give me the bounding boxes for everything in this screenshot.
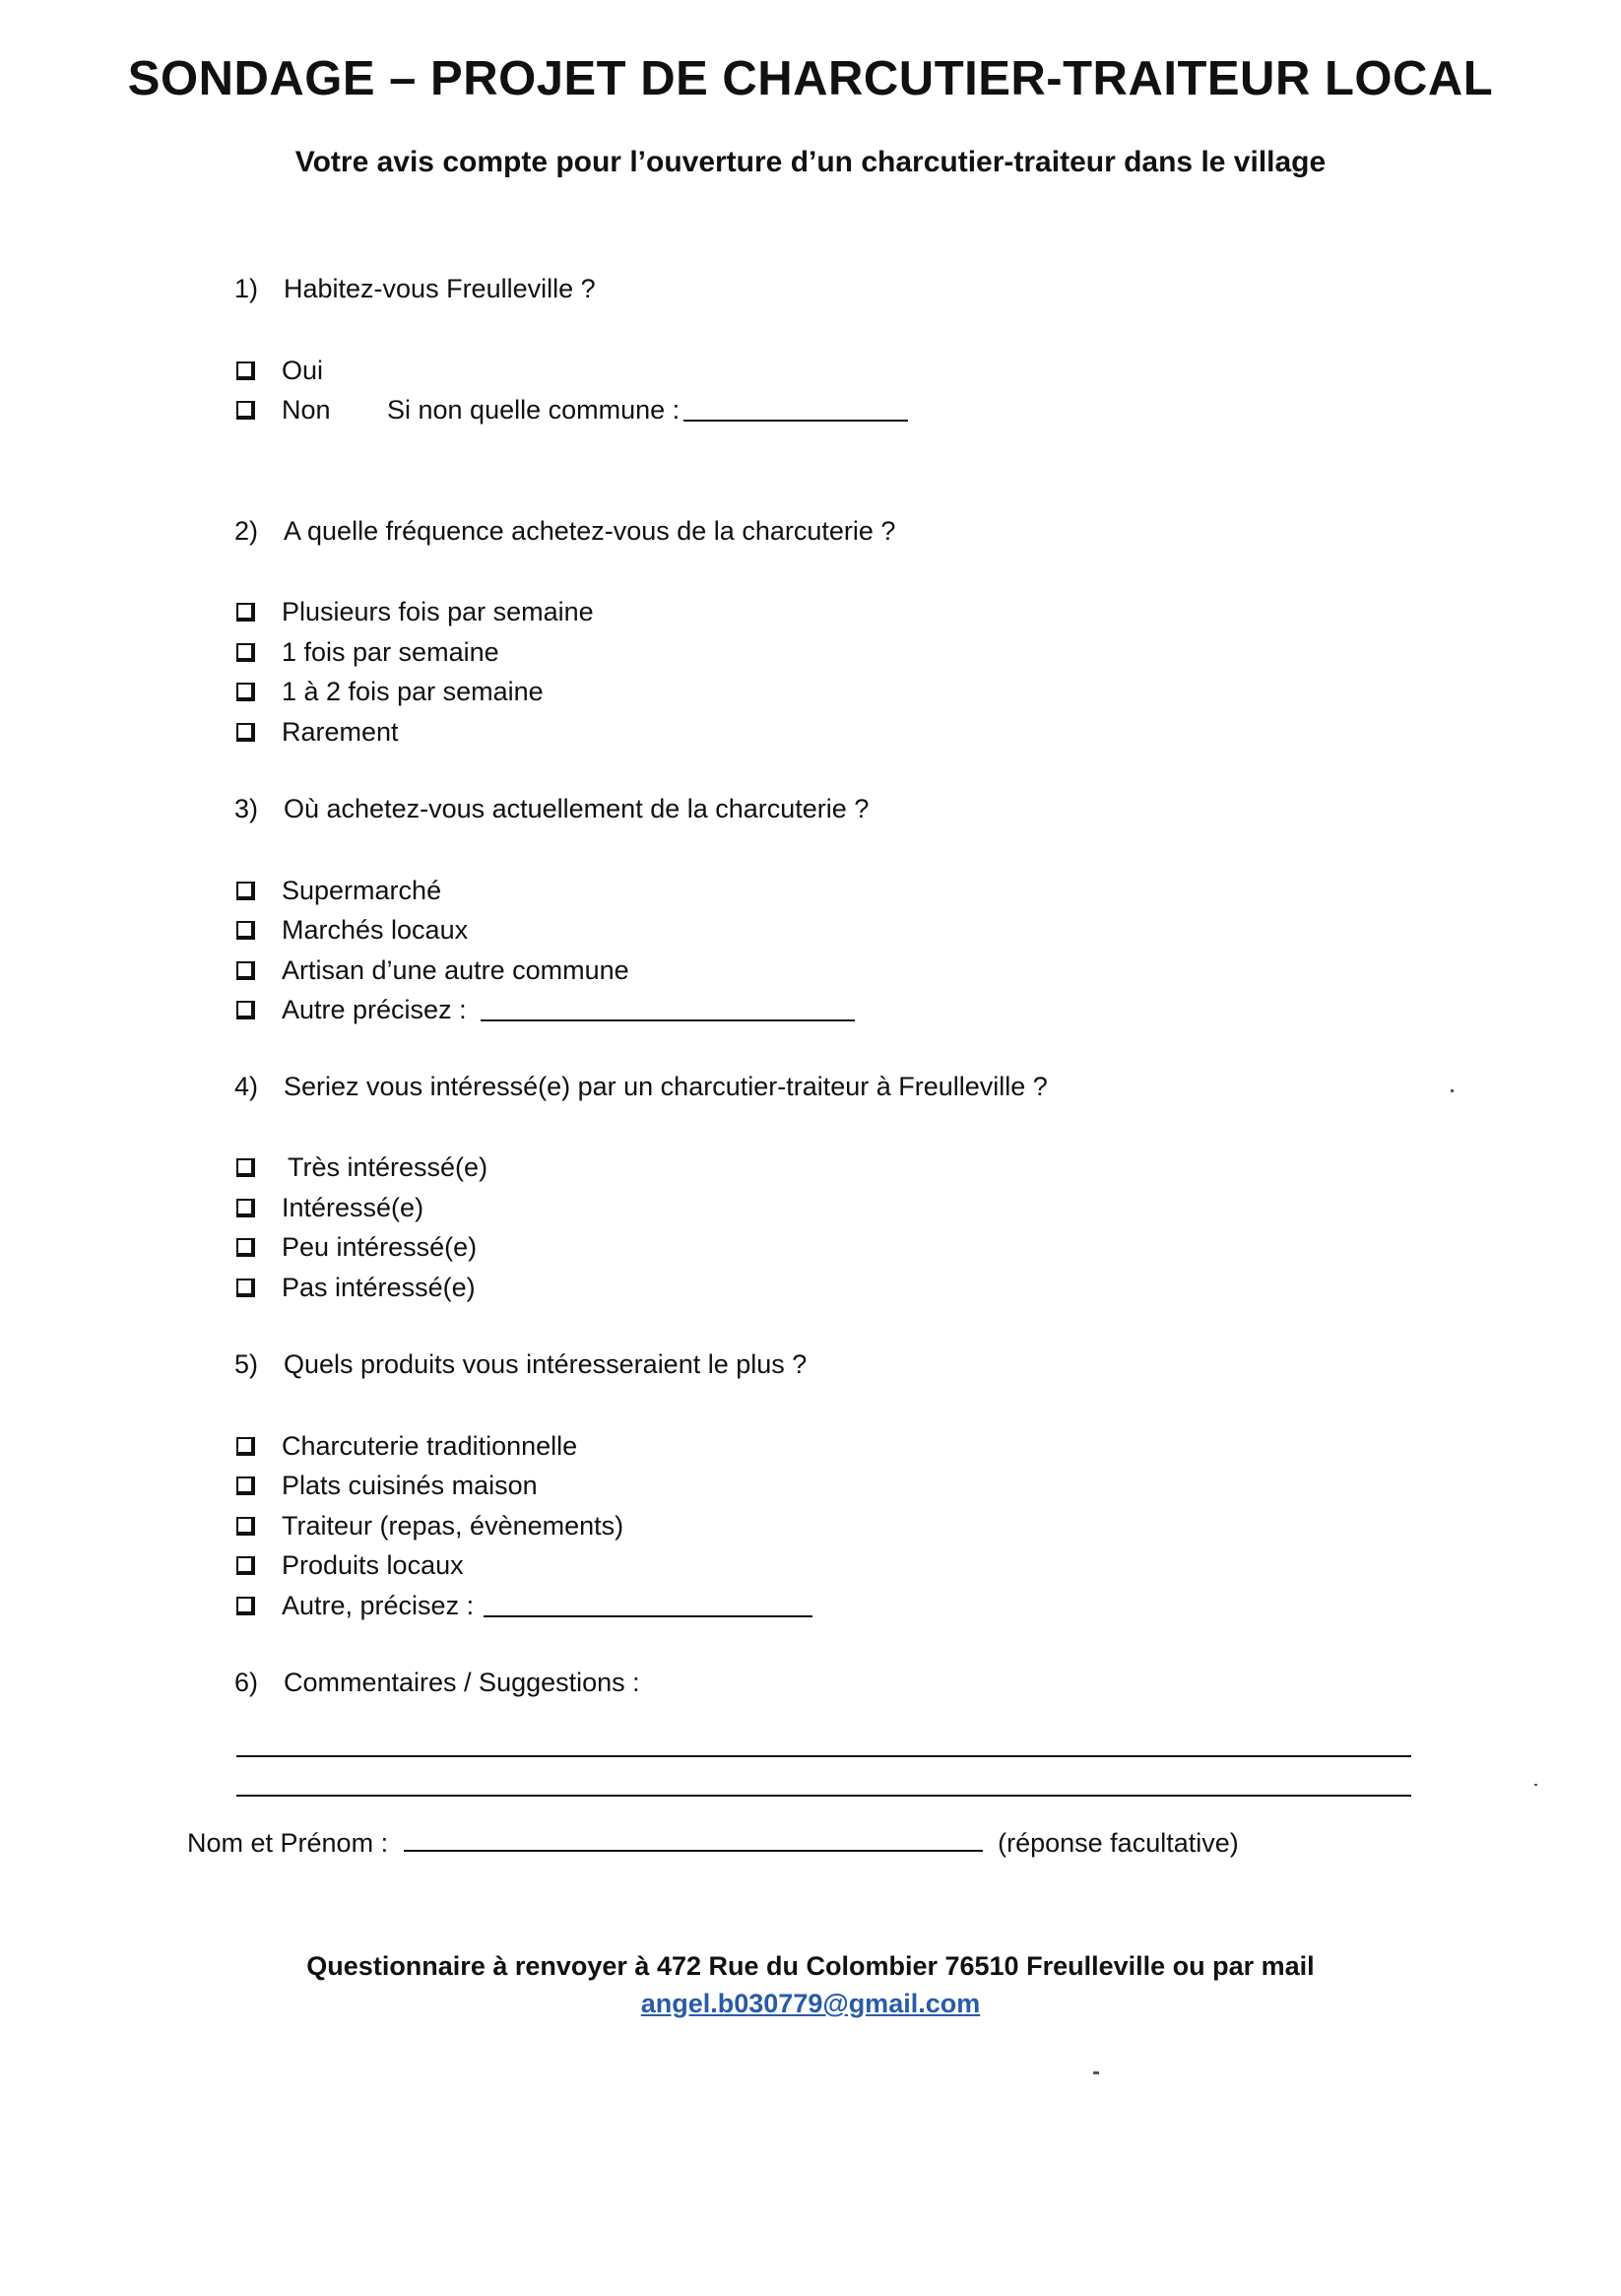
- option-autre[interactable]: [236, 993, 855, 1026]
- option-label: Traiteur (repas, évènements): [282, 1510, 624, 1541]
- question-text: Commentaires / Suggestions :: [284, 1668, 640, 1697]
- checkbox[interactable]: [236, 643, 255, 662]
- name-blank-field[interactable]: [404, 1828, 983, 1852]
- option-marches-locaux[interactable]: [236, 913, 468, 947]
- commune-blank-field[interactable]: [683, 398, 908, 422]
- checkbox[interactable]: [236, 683, 255, 701]
- checkbox[interactable]: [236, 961, 255, 980]
- name-optional-note: (réponse facultative): [998, 1828, 1239, 1858]
- question-number: 2): [234, 516, 259, 546]
- option-oui[interactable]: [236, 354, 323, 387]
- option-label: Très intéressé(e): [288, 1151, 488, 1182]
- option-plats-cuisines[interactable]: [236, 1469, 538, 1502]
- option-rarement[interactable]: [236, 715, 399, 749]
- option-1-a-2-fois[interactable]: [236, 675, 544, 708]
- option-label: Rarement: [282, 716, 399, 747]
- question-4: [234, 1072, 1048, 1102]
- option-charcuterie-traditionnelle[interactable]: [236, 1429, 577, 1463]
- autre-blank-field[interactable]: [481, 998, 855, 1021]
- commune-label: Si non quelle commune :: [387, 394, 681, 425]
- question-1: [234, 274, 596, 304]
- option-label: Plats cuisinés maison: [282, 1470, 538, 1500]
- question-number: 5): [234, 1349, 259, 1379]
- option-label: 1 fois par semaine: [282, 636, 499, 667]
- checkbox[interactable]: [236, 361, 255, 380]
- question-6: [234, 1668, 640, 1698]
- option-label: Produits locaux: [282, 1549, 464, 1580]
- option-produits-locaux[interactable]: [236, 1548, 464, 1582]
- option-label: Autre, précisez :: [282, 1590, 475, 1620]
- question-number: 1): [234, 274, 259, 303]
- question-text: Où achetez-vous actuellement de la charcuterie ?: [284, 794, 870, 823]
- scan-speck: [1534, 1784, 1537, 1786]
- option-label: 1 à 2 fois par semaine: [282, 676, 544, 706]
- comment-line-1[interactable]: [236, 1755, 1411, 1757]
- page-subtitle: Votre avis compte pour l’ouverture d’un charcutier-traiteur dans le village: [294, 146, 1327, 178]
- question-number: 4): [234, 1072, 259, 1101]
- checkbox[interactable]: [236, 921, 255, 940]
- option-non[interactable]: [236, 393, 908, 426]
- checkbox[interactable]: [236, 1517, 255, 1536]
- option-label: Charcuterie traditionnelle: [282, 1430, 578, 1461]
- name-field-row: [187, 1828, 1239, 1859]
- name-label: Nom et Prénom :: [187, 1828, 389, 1858]
- page-title: SONDAGE – PROJET DE CHARCUTIER-TRAITEUR LOCAL: [127, 52, 1494, 105]
- option-1-fois[interactable]: [236, 635, 499, 669]
- checkbox[interactable]: [236, 882, 255, 900]
- question-text: A quelle fréquence achetez-vous de la charcuterie ?: [284, 516, 896, 546]
- checkbox[interactable]: [236, 1597, 255, 1615]
- checkbox[interactable]: [236, 603, 255, 622]
- option-label: Oui: [282, 355, 324, 385]
- question-text: Seriez vous intéressé(e) par un charcutier-traiteur à Freulleville ?: [284, 1072, 1048, 1101]
- question-2: [234, 516, 895, 547]
- option-artisan[interactable]: [236, 953, 629, 987]
- option-peu-interesse[interactable]: [236, 1230, 477, 1264]
- return-instructions: Questionnaire à renvoyer à 472 Rue du Colombier 76510 Freulleville ou par mail: [306, 1951, 1315, 1981]
- option-autre-precisez[interactable]: [236, 1589, 812, 1622]
- option-traiteur[interactable]: [236, 1509, 623, 1542]
- checkbox[interactable]: [236, 1556, 255, 1575]
- option-pas-interesse[interactable]: [236, 1271, 476, 1304]
- scan-speck: [1451, 1089, 1454, 1092]
- option-label: Pas intéressé(e): [282, 1272, 476, 1302]
- checkbox[interactable]: [236, 1279, 255, 1297]
- checkbox[interactable]: [236, 401, 255, 420]
- question-5: [234, 1349, 807, 1380]
- scan-speck: [1093, 2071, 1099, 2074]
- question-number: 3): [234, 794, 259, 823]
- checkbox[interactable]: [236, 1476, 255, 1495]
- comment-line-2[interactable]: [236, 1795, 1411, 1797]
- question-text: Quels produits vous intéresseraient le plus ?: [284, 1349, 808, 1379]
- option-plusieurs-fois[interactable]: [236, 595, 594, 628]
- option-label: Peu intéressé(e): [282, 1231, 478, 1262]
- email-link[interactable]: angel.b030779@gmail.com: [640, 1989, 981, 2018]
- autre-produit-blank-field[interactable]: [484, 1594, 812, 1617]
- question-number: 6): [234, 1668, 259, 1697]
- option-supermarche[interactable]: [236, 874, 441, 907]
- checkbox[interactable]: [236, 723, 255, 742]
- checkbox[interactable]: [236, 1158, 255, 1177]
- checkbox[interactable]: [236, 1238, 255, 1257]
- option-label: Autre précisez :: [282, 994, 467, 1024]
- question-text: Habitez-vous Freulleville ?: [284, 274, 596, 303]
- option-tres-interesse[interactable]: [236, 1150, 487, 1184]
- question-3: [234, 794, 869, 824]
- option-interesse[interactable]: [236, 1191, 423, 1224]
- option-label: Marchés locaux: [282, 914, 469, 945]
- checkbox[interactable]: [236, 1001, 255, 1019]
- checkbox[interactable]: [236, 1199, 255, 1217]
- option-label: Non: [282, 394, 331, 425]
- option-label: Plusieurs fois par semaine: [282, 596, 594, 626]
- option-label: Supermarché: [282, 875, 442, 905]
- checkbox[interactable]: [236, 1437, 255, 1456]
- option-label: Intéressé(e): [282, 1192, 424, 1222]
- option-label: Artisan d’une autre commune: [282, 954, 629, 985]
